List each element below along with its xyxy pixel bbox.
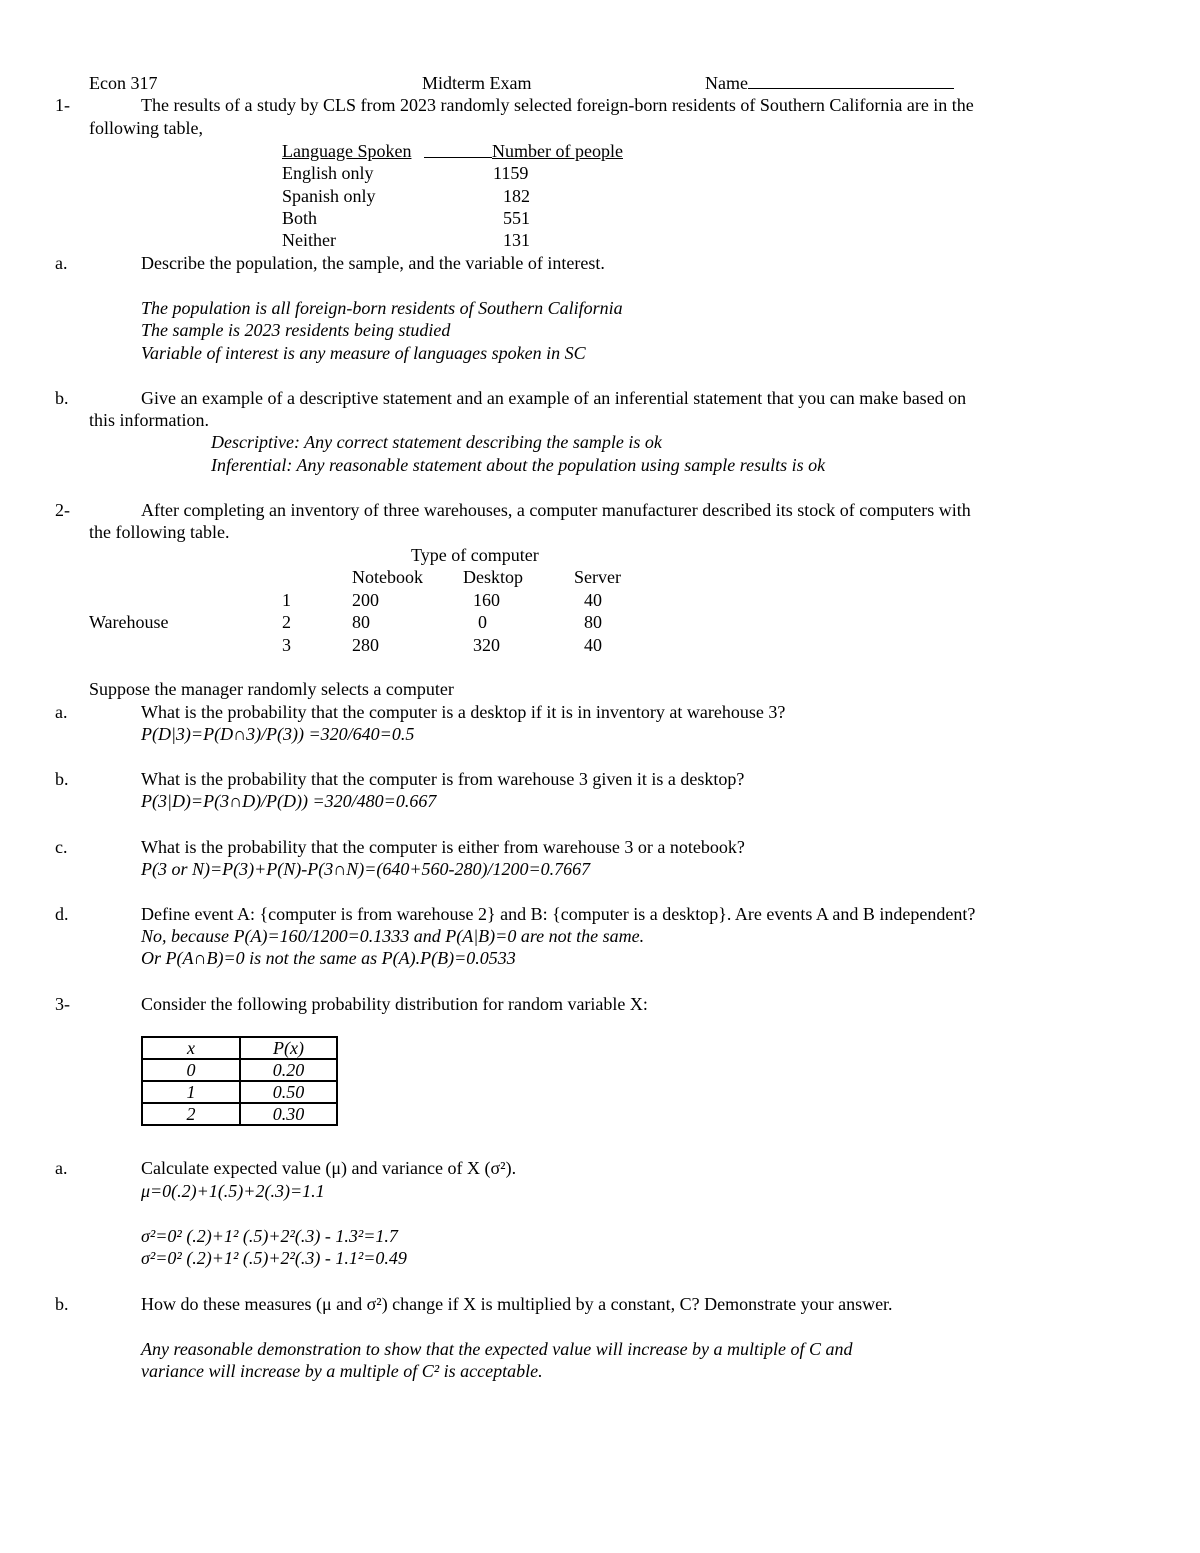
table-cell: 40 [584, 635, 602, 655]
q2a-label: a. [55, 702, 68, 722]
q2b-answer: P(3|D)=P(3∩D)/P(D)) =320/480=0.667 [141, 791, 437, 811]
q1a-answer: The sample is 2023 residents being studied [141, 320, 451, 340]
q3-number: 3- [55, 994, 70, 1014]
table-cell: 200 [352, 590, 379, 610]
name-field[interactable] [705, 72, 954, 94]
table-cell: 0 [478, 612, 487, 632]
q2b-label: b. [55, 769, 69, 789]
q2c-label: c. [55, 837, 68, 857]
name-label: Name [705, 73, 748, 93]
table-cell: 80 [584, 612, 602, 632]
table-cell: 40 [584, 590, 602, 610]
q2a-question: What is the probability that the computer is a desktop if it is in inventory at warehouse 3? [141, 702, 786, 722]
column-header: Notebook [352, 567, 423, 587]
q1a-answer: Variable of interest is any measure of languages spoken in SC [141, 343, 586, 363]
q3a-label: a. [55, 1158, 68, 1178]
q1-number: 1- [55, 95, 70, 115]
table-cell: 160 [473, 590, 500, 610]
px-value: 0.30 [240, 1103, 337, 1125]
column-header: Desktop [463, 567, 523, 587]
table-row-value: 551 [503, 208, 530, 228]
px-value: 0.20 [240, 1059, 337, 1081]
table-row-label: Spanish only [282, 186, 376, 206]
table-row [142, 1103, 337, 1125]
q3a-question: Calculate expected value (μ) and variance of X (σ²). [141, 1158, 517, 1178]
q3a-answer-mean: μ=0(.2)+1(.5)+2(.3)=1.1 [141, 1181, 325, 1201]
q3b-label: b. [55, 1294, 69, 1314]
px-value: 0.50 [240, 1081, 337, 1103]
warehouse-id: 2 [282, 612, 291, 632]
warehouse-row-header: Warehouse [89, 612, 169, 632]
q1b-answer: Descriptive: Any correct statement describing the sample is ok [211, 432, 662, 452]
x-value: 0 [142, 1059, 240, 1081]
q2d-answer-alt: Or P(A∩B)=0 is not the same as P(A).P(B)=0.0533 [141, 948, 516, 968]
q2-prompt-cont: the following table. [89, 522, 230, 542]
column-header: Server [574, 567, 621, 587]
table-header-row [142, 1037, 337, 1059]
q2-prompt: After completing an inventory of three warehouses, a computer manufacturer described its stock of computers with [141, 500, 971, 520]
language-header: Language Spoken [282, 141, 412, 161]
x-value: 2 [142, 1103, 240, 1125]
table-row-label: Neither [282, 230, 336, 250]
table-row-label: English only [282, 163, 374, 183]
q2b-question: What is the probability that the computer is from warehouse 3 given it is a desktop? [141, 769, 745, 789]
course-title: Econ 317 [89, 73, 158, 93]
warehouse-id: 1 [282, 590, 291, 610]
q1b-question: Give an example of a descriptive statement and an example of an inferential statement that you can make based on [141, 388, 967, 408]
table-row-value: 182 [503, 186, 530, 206]
q3a-answer-variance-corrected: σ²=0² (.2)+1² (.5)+2²(.3) - 1.1²=0.49 [141, 1248, 407, 1268]
q1a-question: Describe the population, the sample, and the variable of interest. [141, 253, 605, 273]
q1b-answer: Inferential: Any reasonable statement about the population using sample results is ok [211, 455, 826, 475]
q2d-label: d. [55, 904, 69, 924]
type-of-computer-header: Type of computer [411, 545, 539, 565]
q3b-question: How do these measures (μ and σ²) change if X is multiplied by a constant, C? Demonstrate your answer. [141, 1294, 893, 1314]
px-header: P(x) [240, 1037, 337, 1059]
q3a-answer-variance: σ²=0² (.2)+1² (.5)+2²(.3) - 1.3²=1.7 [141, 1226, 398, 1246]
q3b-answer: Any reasonable demonstration to show that the expected value will increase by a multiple of C and [141, 1339, 853, 1359]
q3-prompt: Consider the following probability distribution for random variable X: [141, 994, 648, 1014]
q2c-answer: P(3 or N)=P(3)+P(N)-P(3∩N)=(640+560-280)/1200=0.7667 [141, 859, 591, 879]
q1a-answer: The population is all foreign-born residents of Southern California [141, 298, 623, 318]
q2d-question: Define event A: {computer is from warehouse 2} and B: {computer is a desktop}. Are events A and B independent? [141, 904, 976, 924]
table-row-value: 1159 [493, 163, 529, 183]
q1a-label: a. [55, 253, 68, 273]
count-header: Number of people [492, 141, 623, 161]
x-value: 1 [142, 1081, 240, 1103]
warehouse-id: 3 [282, 635, 291, 655]
table-cell: 320 [473, 635, 500, 655]
table-row [142, 1059, 337, 1081]
q2c-question: What is the probability that the computer is either from warehouse 3 or a notebook? [141, 837, 745, 857]
table-row-value: 131 [503, 230, 530, 250]
q2a-answer: P(D|3)=P(D∩3)/P(3)) =320/640=0.5 [141, 724, 415, 744]
table-row-label: Both [282, 208, 318, 228]
q1-prompt-cont: following table, [89, 118, 203, 138]
table-row [142, 1081, 337, 1103]
q3b-answer-cont: variance will increase by a multiple of C² is acceptable. [141, 1361, 543, 1381]
x-header: x [142, 1037, 240, 1059]
q1-prompt: The results of a study by CLS from 2023 randomly selected foreign-born residents of Southern California are in the [141, 95, 974, 115]
table-cell: 80 [352, 612, 370, 632]
header-underline-gap [424, 140, 492, 158]
table-cell: 280 [352, 635, 379, 655]
probability-distribution-table [141, 1036, 338, 1126]
q2-intro: Suppose the manager randomly selects a computer [89, 679, 454, 699]
q1b-question-cont: this information. [89, 410, 209, 430]
q2-number: 2- [55, 500, 70, 520]
q1b-label: b. [55, 388, 69, 408]
name-blank-line [748, 72, 954, 89]
exam-title: Midterm Exam [422, 73, 532, 93]
q2d-answer: No, because P(A)=160/1200=0.1333 and P(A|B)=0 are not the same. [141, 926, 645, 946]
